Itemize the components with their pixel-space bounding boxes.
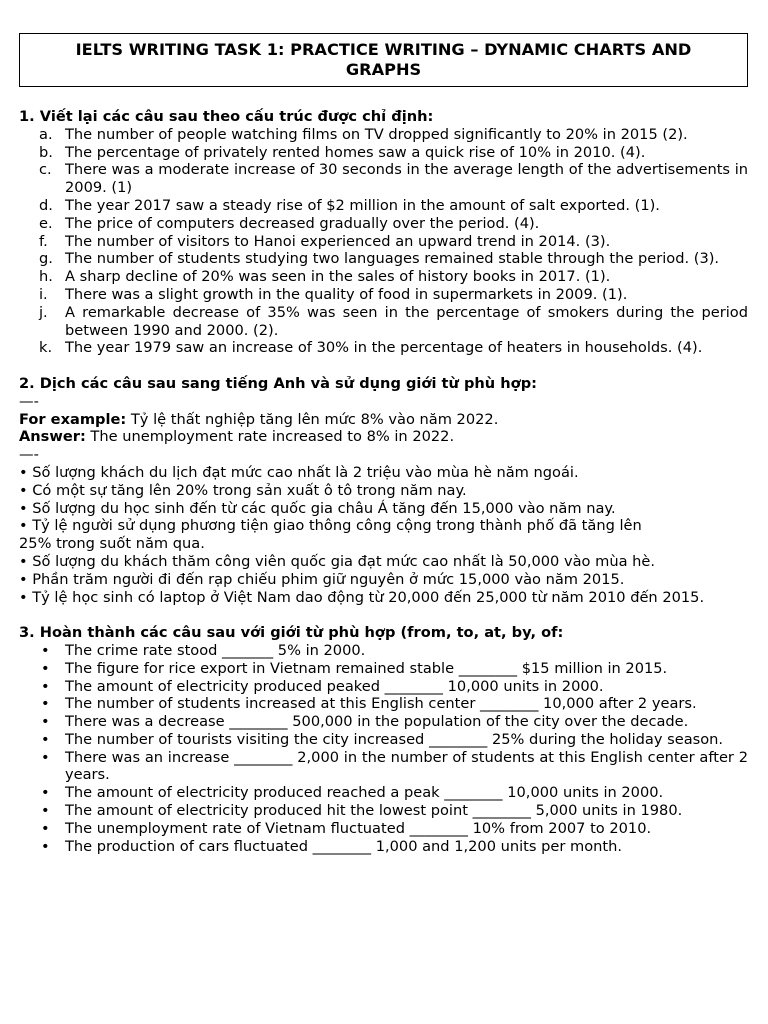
translation-item: • Tỷ lệ người sử dụng phương tiện giao thông công cộng trong thành phố đã tăng lên — [19, 517, 642, 535]
list-item: • There was a decrease ________ 500,000 in the population of the city over the decade. — [19, 713, 748, 731]
section2-heading: 2. Dịch các câu sau sang tiếng Anh và sử dụng giới từ phù hợp: — [19, 374, 537, 392]
list-item: • The unemployment rate of Vietnam fluctuated ________ 10% from 2007 to 2010. — [19, 820, 748, 838]
translation-item: • Tỷ lệ học sinh có laptop ở Việt Nam dao động từ 20,000 đến 25,000 từ năm 2010 đến 2015. — [19, 588, 705, 606]
list-item: • The number of students increased at this English center ________ 10,000 after 2 years. — [19, 695, 748, 713]
section1-heading: 1. Viết lại các câu sau theo cấu trúc được chỉ định: — [19, 108, 434, 125]
example-label: For example: — [19, 410, 127, 428]
translation-item: • Số lượng khách du lịch đạt mức cao nhất là 2 triệu vào mùa hè năm ngoái. — [19, 463, 579, 481]
section1-list — [19, 126, 748, 357]
separator: —- — [19, 446, 39, 464]
list-item: a. The number of people watching films on TV dropped significantly to 20% in 2015 (2). — [39, 125, 688, 143]
translation-item-continued: 25% trong suốt năm qua. — [19, 535, 205, 553]
answer-text: The unemployment rate increased to 8% in 2022. — [85, 428, 455, 446]
section3-list — [19, 642, 748, 856]
translation-item: • Có một sự tăng lên 20% trong sản xuất ô tô trong năm nay. — [19, 481, 467, 499]
worksheet-content — [19, 108, 748, 855]
translation-item: • Số lượng du khách thăm công viên quốc gia đạt mức cao nhất là 50,000 vào mùa hè. — [19, 552, 656, 570]
section3-heading: 3. Hoàn thành các câu sau với giới từ phù hợp (from, to, at, by, of: — [19, 624, 564, 642]
list-item: d. The year 2017 saw a steady rise of $2 million in the amount of salt exported. (1). — [39, 196, 660, 214]
list-item: • The production of cars fluctuated ________ 1,000 and 1,200 units per month. — [19, 838, 748, 856]
list-item: • The amount of electricity produced peaked ________ 10,000 units in 2000. — [19, 678, 748, 696]
separator: —- — [19, 392, 39, 410]
list-item: b. The percentage of privately rented homes saw a quick rise of 10% in 2010. (4). — [39, 143, 646, 161]
list-item: g. The number of students studying two languages remained stable through the period. (3). — [39, 250, 720, 268]
list-item: • The figure for rice export in Vietnam remained stable ________ $15 million in 2015. — [19, 660, 748, 678]
title-box — [19, 33, 748, 87]
translation-item: • Số lượng du học sinh đến từ các quốc gia châu Á tăng đến 15,000 vào năm nay. — [19, 499, 616, 517]
answer-label: Answer: — [19, 428, 86, 446]
worksheet-page — [19, 33, 748, 855]
list-item: e. The price of computers decreased gradually over the period. (4). — [39, 214, 540, 232]
list-item: i. There was a slight growth in the quality of food in supermarkets in 2009. (1). — [39, 285, 628, 303]
list-item: • The amount of electricity produced hit the lowest point ________ 5,000 units in 1980. — [19, 802, 748, 820]
answer-line — [19, 428, 748, 446]
list-item: • The number of tourists visiting the city increased ________ 25% during the holiday season. — [19, 731, 748, 749]
example-line — [19, 411, 748, 429]
list-item: k. The year 1979 saw an increase of 30% in the percentage of heaters in households. (4). — [39, 339, 703, 357]
list-item: • There was an increase ________ 2,000 in the number of students at this English center after 2 years. — [19, 749, 748, 785]
example-text: Tỷ lệ thất nghiệp tăng lên mức 8% vào năm 2022. — [126, 410, 499, 428]
list-item: j. A remarkable decrease of 35% was seen in the percentage of smokers during the period between 1990 and 2000. (2). — [39, 303, 748, 339]
list-item: h. A sharp decline of 20% was seen in the sales of history books in 2017. (1). — [39, 268, 611, 286]
list-item: • The crime rate stood _______ 5% in 2000. — [19, 642, 748, 660]
list-item: • The amount of electricity produced reached a peak ________ 10,000 units in 2000. — [19, 784, 748, 802]
list-item: c. There was a moderate increase of 30 seconds in the average length of the advertisements in 2009. (1) — [39, 161, 748, 197]
page-title: IELTS WRITING TASK 1: PRACTICE WRITING – DYNAMIC CHARTS AND GRAPHS — [75, 40, 692, 79]
list-item: f. The number of visitors to Hanoi experienced an upward trend in 2014. (3). — [39, 232, 611, 250]
translation-item: • Phần trăm người đi đến rạp chiếu phim giữ nguyên ở mức 15,000 vào năm 2015. — [19, 570, 625, 588]
